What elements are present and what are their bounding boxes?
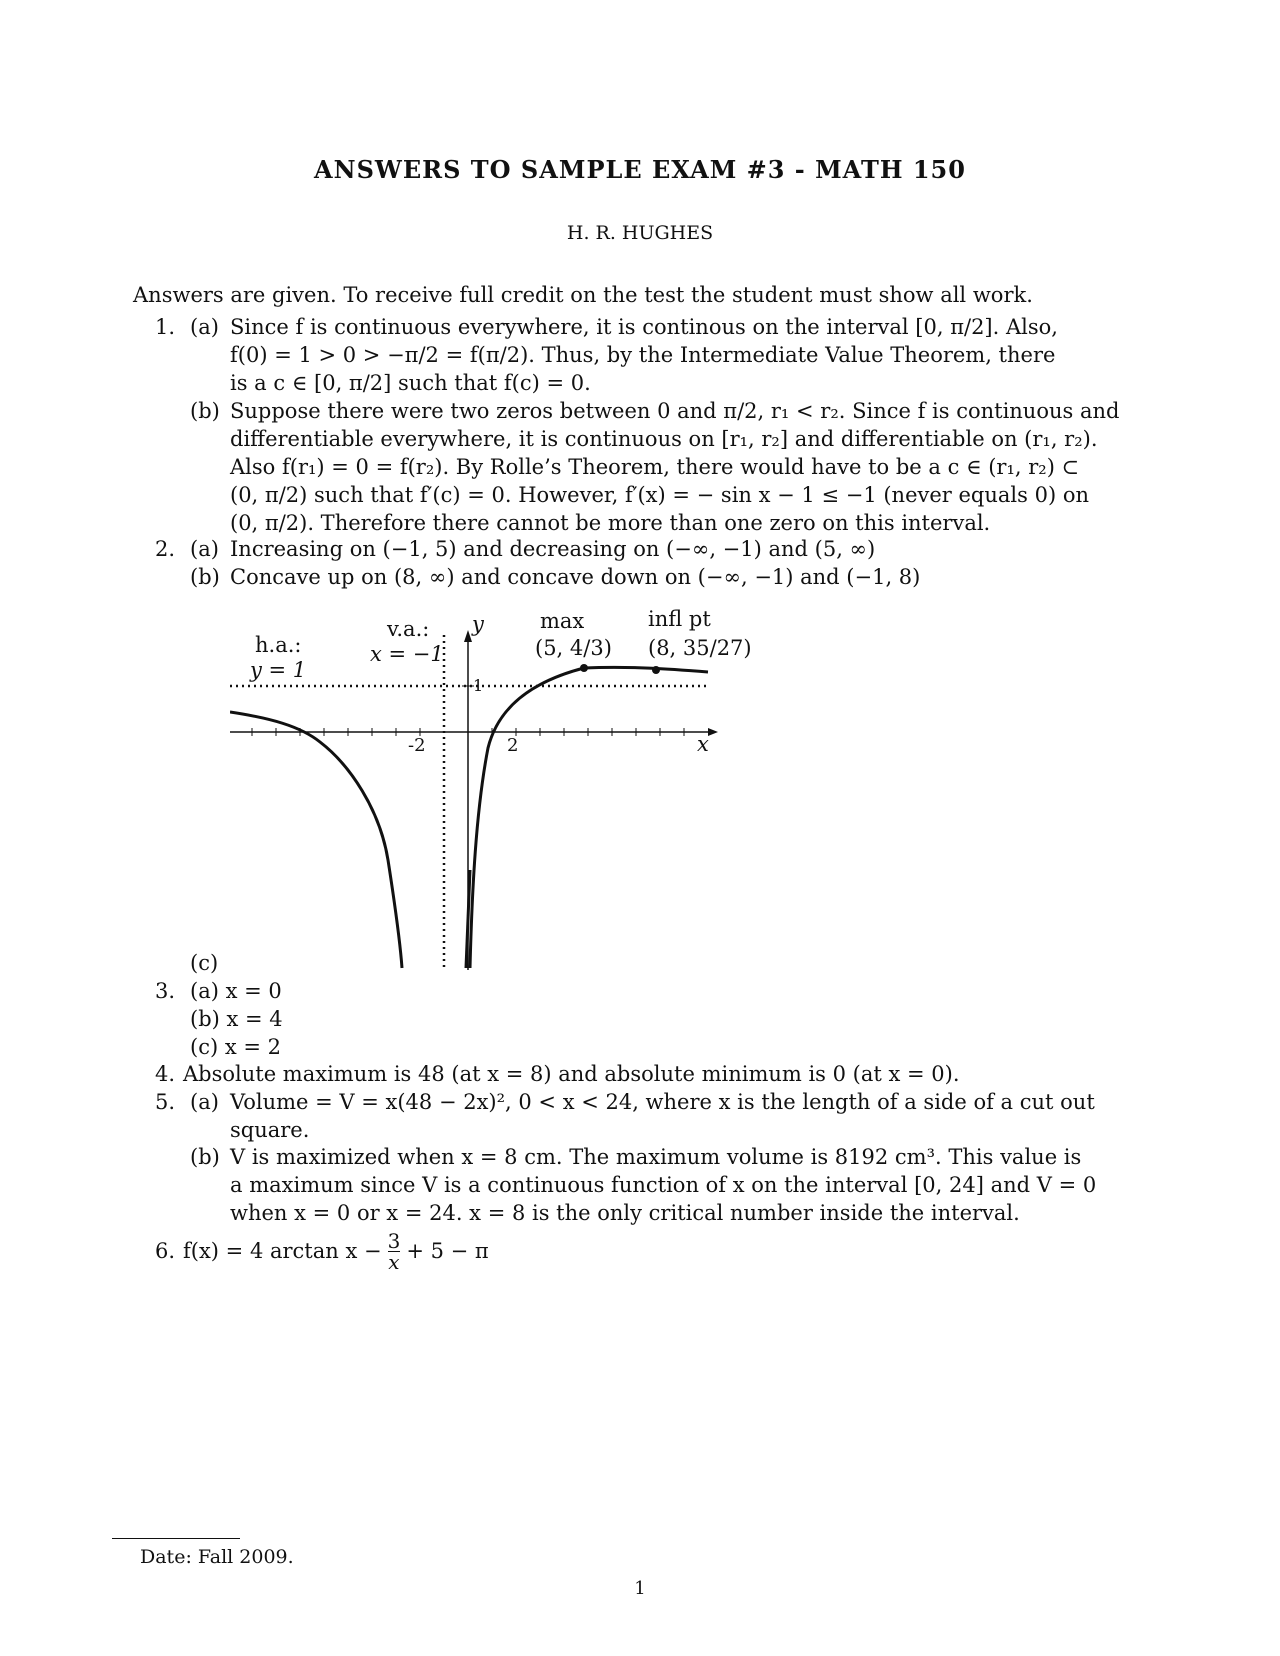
x-axis-label: x xyxy=(697,732,709,756)
q1b-line: (0, π/2) such that f′(c) = 0. However, f′(x) = − sin x − 1 ≤ −1 (never equals 0) on xyxy=(230,483,1089,507)
q4-text: Absolute maximum is 48 (at x = 8) and absolute minimum is 0 (at x = 0). xyxy=(183,1062,960,1086)
max-point-label: (5, 4/3) xyxy=(535,636,612,660)
curve-left-branch xyxy=(230,712,402,968)
author: H. R. HUGHES xyxy=(566,222,714,244)
tick-label-neg2: -2 xyxy=(408,735,426,756)
curve-right-branch xyxy=(470,667,708,968)
q1b-line: Suppose there were two zeros between 0 and π/2, r₁ < r₂. Since f is continuous and xyxy=(230,399,1120,423)
y-axis-arrow xyxy=(464,630,472,642)
max-label: max xyxy=(540,609,585,633)
q6-rhs: + 5 − π xyxy=(406,1239,489,1263)
question-number: 5. xyxy=(155,1090,176,1114)
ha-equation: y = 1 xyxy=(250,658,307,682)
question-number: 4. xyxy=(155,1062,176,1086)
q3b: (b) x = 4 xyxy=(190,1007,283,1031)
y-axis-label: y xyxy=(472,612,484,636)
q1b-line: Also f(r₁) = 0 = f(r₂). By Rolle’s Theorem, there would have to be a c ∈ (r₁, r₂) ⊂ xyxy=(230,455,1080,479)
q2b-text: Concave up on (8, ∞) and concave down on (−∞, −1) and (−1, 8) xyxy=(230,565,921,589)
inflection-point xyxy=(652,666,660,674)
part-label: (a) xyxy=(190,537,219,561)
va-label: v.a.: xyxy=(387,617,430,641)
page-number: 1 xyxy=(634,1578,646,1599)
function-graph xyxy=(230,630,760,1030)
q3a: (a) x = 0 xyxy=(190,979,282,1003)
part-label: (b) xyxy=(190,399,220,423)
q5a-line: square. xyxy=(230,1118,310,1142)
part-label: (a) xyxy=(190,1090,219,1114)
q2a-text: Increasing on (−1, 5) and decreasing on (−∞, −1) and (5, ∞) xyxy=(230,537,876,561)
question-number: 6. xyxy=(155,1239,176,1263)
part-label: (b) xyxy=(190,1145,220,1169)
tick-label-2: 2 xyxy=(507,735,519,756)
q6-fraction xyxy=(387,1228,401,1274)
ha-label: h.a.: xyxy=(255,633,302,657)
va-equation: x = −1 xyxy=(370,642,444,666)
q6-frac-den: x xyxy=(388,1249,400,1274)
part-label: (c) xyxy=(190,951,219,975)
q3c: (c) x = 2 xyxy=(190,1035,281,1059)
q1b-line: (0, π/2). Therefore there cannot be more than one zero on this interval. xyxy=(230,511,991,535)
q5b-line: a maximum since V is a continuous function of x on the interval [0, 24] and V = 0 xyxy=(230,1173,1097,1197)
max-point xyxy=(580,664,588,672)
tick-label-1: 1 xyxy=(473,676,484,695)
part-label: (b) xyxy=(190,565,220,589)
q5b-line: when x = 0 or x = 24. x = 8 is the only critical number inside the interval. xyxy=(230,1201,1020,1225)
page-title: ANSWERS TO SAMPLE EXAM #3 - MATH 150 xyxy=(314,155,966,184)
q6-lhs: f(x) = 4 arctan x − xyxy=(183,1239,382,1263)
question-number: 3. xyxy=(155,979,176,1003)
infl-label: infl pt xyxy=(648,607,711,631)
q5b-line: V is maximized when x = 8 cm. The maximum volume is 8192 cm³. This value is xyxy=(230,1145,1082,1169)
q6-frac-num: 3 xyxy=(387,1228,401,1253)
q1b-line: differentiable everywhere, it is continuous on [r₁, r₂] and differentiable on (r₁, r₂). xyxy=(230,427,1098,451)
question-number: 2. xyxy=(155,537,176,561)
q5a-line: Volume = V = x(48 − 2x)², 0 < x < 24, where x is the length of a side of a cut out xyxy=(230,1090,1095,1114)
q1a-line: f(0) = 1 > 0 > −π/2 = f(π/2). Thus, by the Intermediate Value Theorem, there xyxy=(230,343,1056,367)
footer-rule xyxy=(112,1538,240,1539)
q1a-line: is a c ∈ [0, π/2] such that f(c) = 0. xyxy=(230,371,591,395)
question-number: 1. xyxy=(155,315,176,339)
part-label: (a) xyxy=(190,315,219,339)
date-note: Date: Fall 2009. xyxy=(140,1546,294,1568)
q1a-line: Since f is continuous everywhere, it is continous on the interval [0, π/2]. Also, xyxy=(230,315,1058,339)
x-axis-arrow xyxy=(708,728,718,736)
q6-formula xyxy=(183,1222,489,1280)
infl-point-label: (8, 35/27) xyxy=(648,636,752,660)
intro-text: Answers are given. To receive full credit on the test the student must show all work. xyxy=(133,283,1033,307)
